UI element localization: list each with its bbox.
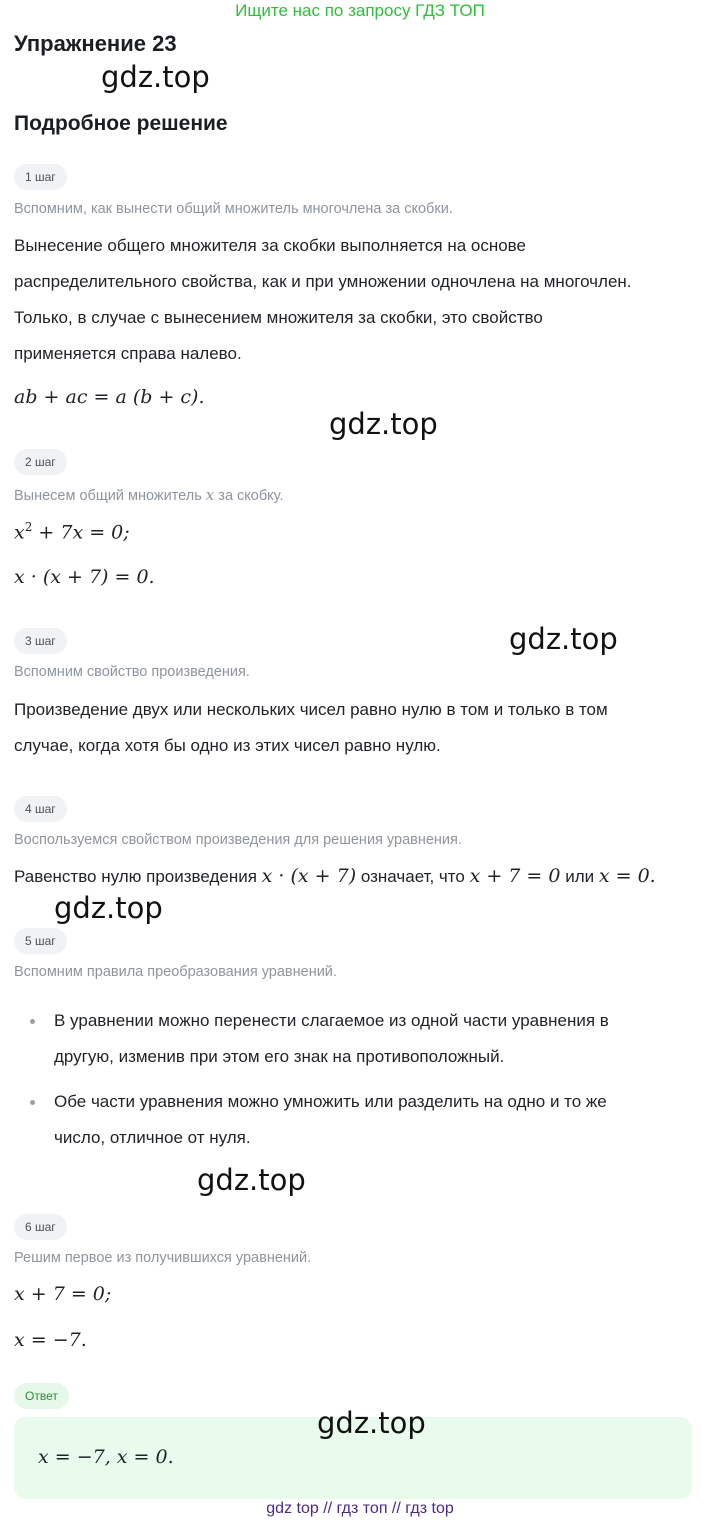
step-4-text-part: Равенство нулю произведения bbox=[14, 867, 257, 886]
watermark: gdz.top bbox=[101, 60, 210, 94]
step-5-hint: Вспомним правила преобразования уравнений. bbox=[14, 964, 337, 980]
hint-text: за скобку. bbox=[218, 488, 284, 504]
footer-links[interactable]: gdz top // гдз топ // гдз top bbox=[266, 1500, 454, 1517]
step-6-hint: Решим первое из получившихся уравнений. bbox=[14, 1250, 312, 1266]
step-badge-2: 2 шаг bbox=[14, 449, 67, 475]
step-4-text-part: означает, что bbox=[360, 867, 465, 886]
step-badge-4: 4 шаг bbox=[14, 796, 67, 822]
watermark: gdz.top bbox=[509, 622, 618, 656]
hint-text: Вынесем общий множитель bbox=[14, 488, 202, 504]
step-1-hint: Вспомним, как вынести общий множитель многочлена за скобки. bbox=[14, 201, 453, 217]
step-4-math: x + 7 = 0 bbox=[469, 865, 561, 887]
search-hint-banner: Ищите нас по запросу ГДЗ ТОП bbox=[235, 1, 485, 20]
page-title: Упражнение 23 bbox=[14, 31, 177, 56]
watermark: gdz.top bbox=[54, 891, 163, 925]
step-5-rule-line: Обе части уравнения можно умножить или разделить на одно и то же bbox=[54, 1092, 607, 1111]
step-1-text-line: Только, в случае с вынесением множителя за скобки, это свойство bbox=[14, 308, 543, 327]
step-6-equation-2: x = −7. bbox=[14, 1329, 87, 1351]
step-badge-5: 5 шаг bbox=[14, 928, 67, 954]
step-3-text-line: Произведение двух или нескольких чисел равно нулю в том и только в том bbox=[14, 700, 608, 719]
step-badge-1: 1 шаг bbox=[14, 164, 67, 190]
step-5-rule-line: другую, изменив при этом его знак на противоположный. bbox=[54, 1047, 505, 1066]
watermark: gdz.top bbox=[329, 407, 438, 441]
step-5-rule-line: число, отличное от нуля. bbox=[54, 1128, 251, 1147]
step-1-text-line: Вынесение общего множителя за скобки выполняется на основе bbox=[14, 236, 526, 255]
step-badge-6: 6 шаг bbox=[14, 1214, 67, 1240]
eq-base: x bbox=[14, 521, 25, 544]
step-6-equation-1: x + 7 = 0; bbox=[14, 1283, 112, 1305]
hint-variable: x bbox=[205, 486, 215, 504]
step-2-hint bbox=[14, 486, 284, 504]
answer-value: x = −7, x = 0. bbox=[38, 1446, 174, 1468]
step-1-formula: ab + ac = a (b + c). bbox=[14, 386, 205, 408]
bullet-icon bbox=[30, 1019, 35, 1024]
eq-exponent: 2 bbox=[24, 520, 33, 534]
step-2-equation-1 bbox=[14, 520, 130, 543]
step-5-rule-line: В уравнении можно перенести слагаемое из одной части уравнения в bbox=[54, 1011, 609, 1030]
watermark: gdz.top bbox=[197, 1163, 306, 1197]
step-4-hint: Воспользуемся свойством произведения для решения уравнения. bbox=[14, 832, 462, 848]
eq-rest: + 7x = 0; bbox=[38, 521, 130, 544]
section-title: Подробное решение bbox=[14, 112, 228, 135]
step-4-math: x = 0. bbox=[598, 865, 656, 887]
step-1-text-line: распределительного свойства, как и при умножении одночлена на многочлен. bbox=[14, 272, 632, 291]
answer-badge: Ответ bbox=[14, 1383, 69, 1409]
step-4-text-part: или bbox=[565, 867, 595, 886]
watermark: gdz.top bbox=[317, 1406, 426, 1440]
step-3-hint: Вспомним свойство произведения. bbox=[14, 664, 250, 680]
step-1-text-line: применяется справа налево. bbox=[14, 344, 242, 363]
bullet-icon bbox=[30, 1100, 35, 1105]
step-2-equation-2: x · (x + 7) = 0. bbox=[14, 566, 155, 588]
step-badge-3: 3 шаг bbox=[14, 628, 67, 654]
step-4-math: x · (x + 7) bbox=[261, 865, 357, 887]
step-3-text-line: случае, когда хотя бы одно из этих чисел равно нулю. bbox=[14, 736, 441, 755]
step-4-text bbox=[14, 865, 656, 887]
